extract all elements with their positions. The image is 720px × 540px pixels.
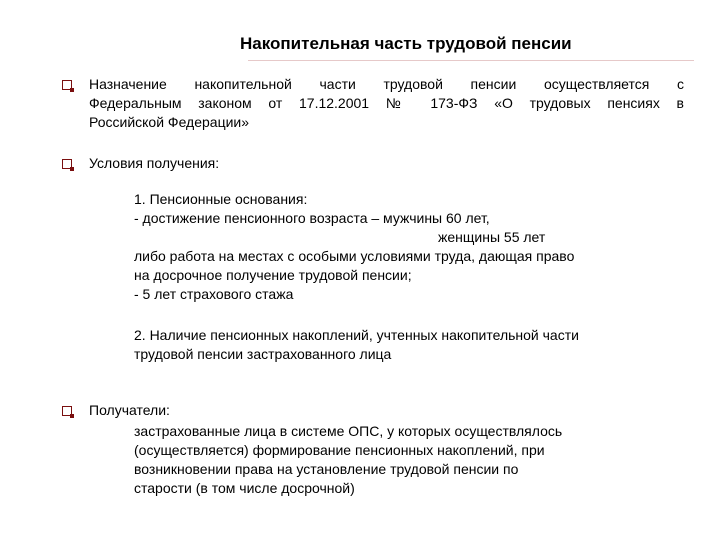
bullet-1-text bbox=[89, 75, 684, 132]
condition-1-line: - достижение пенсионного возраста – мужчины 60 лет, bbox=[134, 210, 490, 226]
square-bullet-icon bbox=[62, 80, 72, 90]
recipients-line: старости (в том числе досрочной) bbox=[134, 480, 355, 496]
condition-1-line: - 5 лет страхового стажа bbox=[134, 286, 294, 302]
page-title: Накопительная часть трудовой пенсии bbox=[240, 34, 572, 53]
condition-1-line: женщины 55 лет bbox=[438, 229, 546, 245]
condition-1-line: 1. Пенсионные основания: bbox=[134, 191, 308, 207]
bullet-1-line: Назначение накопительной части трудовой пенсии осуществляется с bbox=[89, 76, 684, 92]
condition-1 bbox=[134, 190, 684, 304]
condition-1-line: либо работа на местах с особыми условиями труда, дающая право bbox=[134, 248, 575, 264]
recipients-line: застрахованные лица в системе ОПС, у которых осуществлялось bbox=[134, 423, 563, 439]
conditions-heading: Условия получения: bbox=[89, 155, 220, 171]
recipients-text bbox=[134, 422, 684, 498]
square-bullet-icon bbox=[62, 406, 72, 416]
recipients-line: (осуществляется) формирование пенсионных накоплений, при bbox=[134, 442, 545, 458]
title-divider bbox=[248, 60, 694, 61]
condition-2-line: 2. Наличие пенсионных накоплений, учтенных накопительной части bbox=[134, 327, 579, 343]
condition-2-line: трудовой пенсии застрахованного лица bbox=[134, 346, 392, 362]
recipients-line: возникновении права на установление трудовой пенсии по bbox=[134, 461, 519, 477]
condition-1-line: на досрочное получение трудовой пенсии; bbox=[134, 267, 412, 283]
square-bullet-icon bbox=[62, 159, 72, 169]
condition-2 bbox=[134, 326, 684, 364]
recipients-heading: Получатели: bbox=[89, 402, 170, 418]
bullet-1-line: Федеральным законом от 17.12.2001 № 173-ФЗ «О трудовых пенсиях в bbox=[89, 95, 684, 111]
bullet-1-line: Российской Федерации» bbox=[89, 114, 250, 130]
